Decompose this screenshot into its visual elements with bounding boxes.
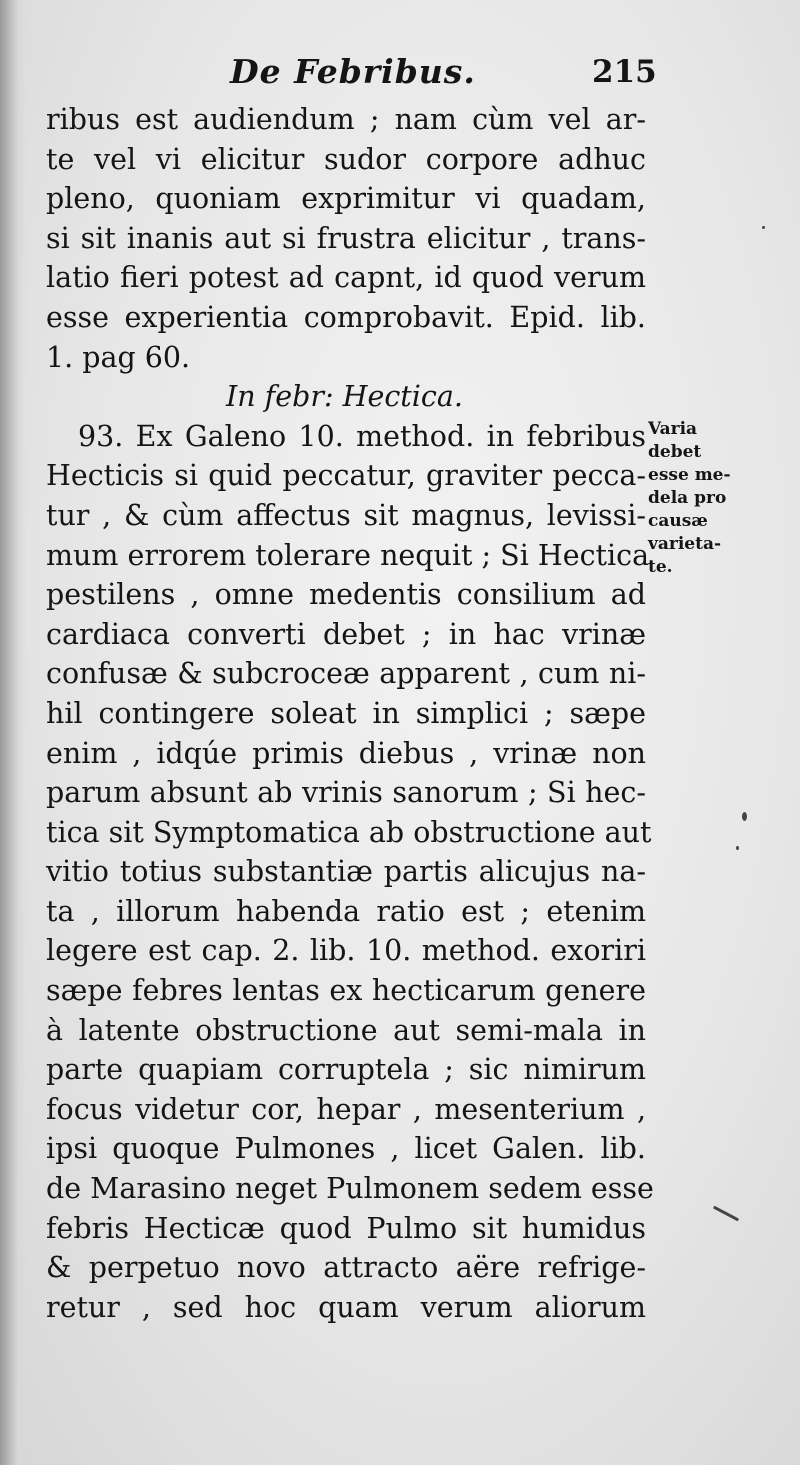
marginal-note-line: varieta- [648, 534, 722, 554]
running-head: De Febribus. [230, 52, 476, 91]
text-line: te vel vi elicitur sudor corpore adhuc [46, 142, 646, 176]
paragraph-line: tur , & cùm affectus sit magnus, levissi- [46, 498, 646, 532]
paper-speck [713, 1206, 739, 1222]
marginal-note-line: esse me- [648, 465, 731, 485]
paragraph-line: ipsi quoque Pulmones , licet Galen. lib. [46, 1132, 646, 1166]
paragraph-line: hil contingere soleat in simplici ; sæpe [46, 696, 646, 730]
paragraph-line: legere est cap. 2. lib. 10. method. exoriri [46, 934, 646, 968]
text-line: 1. pag 60. [46, 340, 191, 374]
section-heading: In febr: Hectica. [226, 380, 463, 414]
paragraph-line: ta , illorum habenda ratio est ; etenim [46, 894, 646, 928]
paragraph-line: tica sit Symptomatica ab obstructione aut [46, 815, 652, 849]
paragraph-line: febris Hecticæ quod Pulmo sit humidus [46, 1211, 646, 1245]
paragraph-line: 93. Ex Galeno 10. method. in febribus [78, 419, 646, 453]
paragraph-line: parte quapiam corruptela ; sic nimirum [46, 1053, 646, 1087]
page-number: 215 [592, 54, 657, 90]
paragraph-line: & perpetuo novo attracto aëre refrige- [46, 1251, 646, 1285]
marginal-note-line: Varia [648, 419, 698, 439]
marginal-note [648, 418, 788, 579]
marginal-note-line: te. [648, 557, 673, 577]
paper-speck [742, 812, 747, 821]
paragraph-line: vitio totius substantiæ partis alicujus na- [46, 855, 646, 889]
text-line: latio fieri potest ad capnt, id quod verum [46, 261, 646, 295]
paragraph-line: enim , idqúe primis diebus , vrinæ non [46, 736, 646, 770]
text-line: ribus est audiendum ; nam cùm vel ar- [46, 103, 646, 136]
paragraph-line: pestilens , omne medentis consilium ad [46, 578, 646, 612]
paragraph-line: mum errorem tolerare nequit ; Si Hectica [46, 538, 650, 572]
text-line: si sit inanis aut si frustra elicitur , trans- [46, 221, 646, 255]
paragraph-line: sæpe febres lentas ex hecticarum genere [46, 974, 646, 1008]
marginal-note-line: debet [648, 442, 702, 462]
paragraph-line: Hecticis si quid peccatur, graviter pecca- [46, 459, 646, 493]
text-line: esse experientia comprobavit. Epid. lib. [46, 300, 646, 334]
paragraph-line: confusæ & subcroceæ apparent , cum ni- [46, 657, 646, 691]
paper-speck [762, 226, 765, 229]
marginal-note-line: causæ [648, 511, 708, 531]
page-header [0, 52, 800, 98]
body-text [46, 100, 654, 1327]
paragraph-line: cardiaca converti debet ; in hac vrinæ [46, 617, 646, 651]
text-line: pleno, quoniam exprimitur vi quadam, [46, 182, 646, 216]
binding-shadow [0, 0, 26, 1465]
paper-speck [736, 846, 739, 850]
paragraph-line: focus videtur cor, hepar , mesenterium , [46, 1092, 646, 1126]
marginal-note-line: dela pro [648, 488, 727, 508]
paragraph-line: retur , sed hoc quam verum aliorum [46, 1290, 646, 1324]
paragraph-line: parum absunt ab vrinis sanorum ; Si hec- [46, 776, 646, 810]
paragraph-line: à latente obstructione aut semi-mala in [46, 1013, 646, 1047]
paragraph-line: de Marasino neget Pulmonem sedem esse [46, 1172, 654, 1206]
